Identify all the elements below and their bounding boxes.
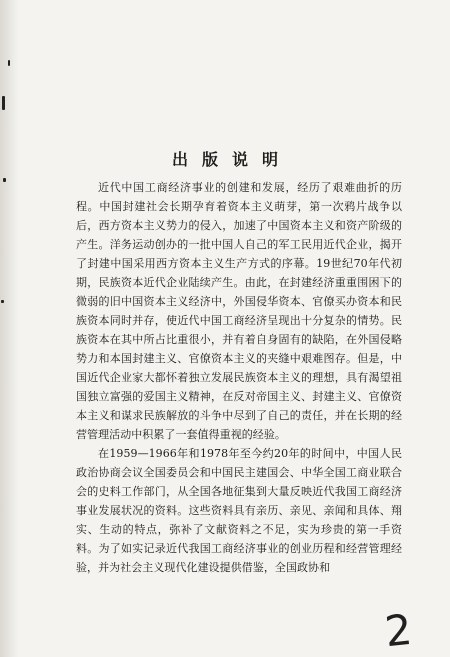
paragraph-1: 近代中国工商经济事业的创建和发展，经历了艰难曲折的历程。中国封建社会长期孕育着资本主义萌芽，第一次鸦片战争以后，西方资本主义势力的侵入，加速了中国资本主义和资产阶级的产生。洋务运动创办的一批中国人自己的军工民用近代企业，揭开了封建中国采用西方资本主义生产方式的序幕。19世纪70年代初期，民族资本近代企业陆续产生。由此，在封建经济重重围困下的微弱的旧中国资本主义经济中，外国侵华资本、官僚买办资本和民族资本同时并存，使近代中国工商经济呈现出十分复杂的情势。民族资本在其中所占比重很小，并有着自身固有的缺陷，在外国侵略势力和本国封建主义、官僚资本主义的夹缝中艰难图存。但是，中国近代企业家大都怀着独立发展民族资本主义的理想，具有渴望祖国独立富强的爱国主义精神，在反对帝国主义、封建主义、官僚资本主义和谋求民族解放的斗争中尽到了自己的责任，并在长期的经营管理活动中积累了一套值得重视的经验。 bbox=[76, 181, 402, 441]
body-text bbox=[76, 178, 402, 577]
paragraph-2: 在1959—1966年和1978年至今约20年的时间中，中国人民政治协商会议全国委员会和中国民主建国会、中华全国工商业联合会的史料工作部门，从全国各地征集到大量反映近代我国工商经济事业发展状况的资料。这些资料具有亲历、亲见、亲闻和具体、翔实、生动的特点，弥补了文献资料之不足，实为珍贵的第一手资料。为了如实记录近代我国工商经济事业的创业历程和经营管理经验，并为社会主义现代化建设提供借鉴，全国政协和 bbox=[76, 447, 402, 574]
scan-speck bbox=[8, 60, 10, 66]
page-number: 2 bbox=[382, 604, 415, 657]
page-title: 出版说明 bbox=[171, 149, 292, 169]
scan-speck bbox=[1, 300, 4, 303]
scan-speck bbox=[2, 96, 5, 110]
scan-speck bbox=[3, 178, 6, 182]
